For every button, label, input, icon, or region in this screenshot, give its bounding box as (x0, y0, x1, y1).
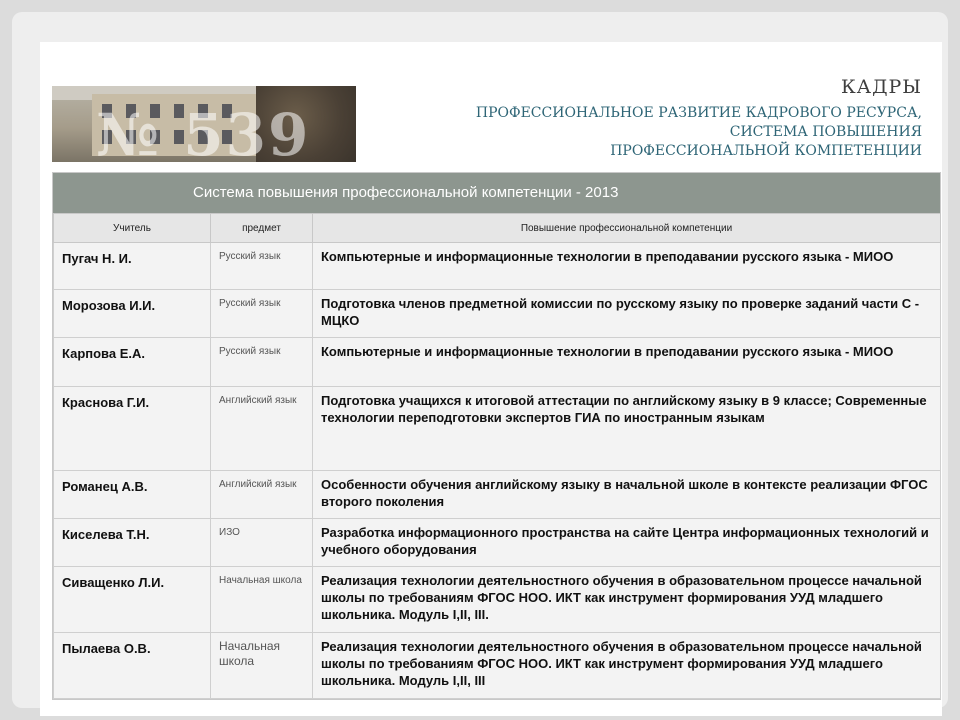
subject-cell: Начальная школа (211, 633, 313, 699)
teacher-cell: Карпова Е.А. (54, 338, 211, 387)
course-cell: Компьютерные и информационные технологии в преподавании русского языка - МИОО (313, 338, 941, 387)
slide-subtitle-line: ПРОФЕССИОНАЛЬНОЙ КОМПЕТЕНЦИИ (610, 143, 922, 159)
column-header-subject: предмет (211, 214, 313, 243)
subject-cell: Английский язык (211, 471, 313, 519)
slide (40, 42, 942, 716)
table-row (54, 633, 941, 699)
table-row (54, 243, 941, 290)
slide-header (476, 76, 922, 161)
table-row (54, 567, 941, 633)
table-row (54, 338, 941, 387)
slide-frame (12, 12, 948, 708)
slide-subtitle-line: ПРОФЕССИОНАЛЬНОЕ РАЗВИТИЕ КАДРОВОГО РЕСУРСА, (475, 105, 922, 121)
subject-cell: ИЗО (211, 519, 313, 567)
column-header-teacher: Учитель (54, 214, 211, 243)
teacher-cell: Морозова И.И. (54, 290, 211, 338)
competence-table (52, 172, 941, 700)
table-row (54, 471, 941, 519)
table-row (54, 519, 941, 567)
table-title: Система повышения профессиональной компетенции - 2013 (53, 173, 940, 213)
school-photo (52, 86, 356, 162)
course-cell: Особенности обучения английскому языку в начальной школе в контексте реализации ФГОС второго поколения (313, 471, 941, 519)
course-cell: Реализация технологии деятельностного обучения в образовательном процессе начальной школы по требованиям ФГОС НОО. ИКТ как инструмент формирования УУД младшего школьника. Модуль I,II, III (313, 633, 941, 699)
teacher-cell: Сиващенко Л.И. (54, 567, 211, 633)
teacher-cell: Краснова Г.И. (54, 387, 211, 471)
table-row (54, 387, 941, 471)
subject-cell: Русский язык (211, 338, 313, 387)
table-row (54, 290, 941, 338)
subject-cell: Английский язык (211, 387, 313, 471)
subject-cell: Начальная школа (211, 567, 313, 633)
course-cell: Подготовка членов предметной комиссии по русскому языку по проверке заданий части С - МЦКО (313, 290, 941, 338)
slide-title: КАДРЫ (840, 76, 922, 98)
course-cell: Реализация технологии деятельностного обучения в образовательном процессе начальной школы по требованиям ФГОС НОО. ИКТ как инструмент формирования УУД младшего школьника. Модуль I,II, III. (313, 567, 941, 633)
table-header-row (54, 214, 941, 243)
teacher-cell: Романец А.В. (54, 471, 211, 519)
course-cell: Подготовка учащихся к итоговой аттестации по английскому языку в 9 классе; Современные технологии переподготовки экспертов ГИА по иностранным языкам (313, 387, 941, 471)
subject-cell: Русский язык (211, 243, 313, 290)
teacher-cell: Киселева Т.Н. (54, 519, 211, 567)
competence-grid (53, 213, 941, 699)
school-number-emblem: № 539 (96, 101, 311, 162)
teacher-cell: Пылаева О.В. (54, 633, 211, 699)
slide-subtitle-line: СИСТЕМА ПОВЫШЕНИЯ (729, 124, 922, 140)
column-header-course: Повышение профессиональной компетенции (313, 214, 941, 243)
course-cell: Компьютерные и информационные технологии в преподавании русского языка - МИОО (313, 243, 941, 290)
course-cell: Разработка информационного пространства на сайте Центра информационных технологий и учебного оборудования (313, 519, 941, 567)
teacher-cell: Пугач Н. И. (54, 243, 211, 290)
subject-cell: Русский язык (211, 290, 313, 338)
